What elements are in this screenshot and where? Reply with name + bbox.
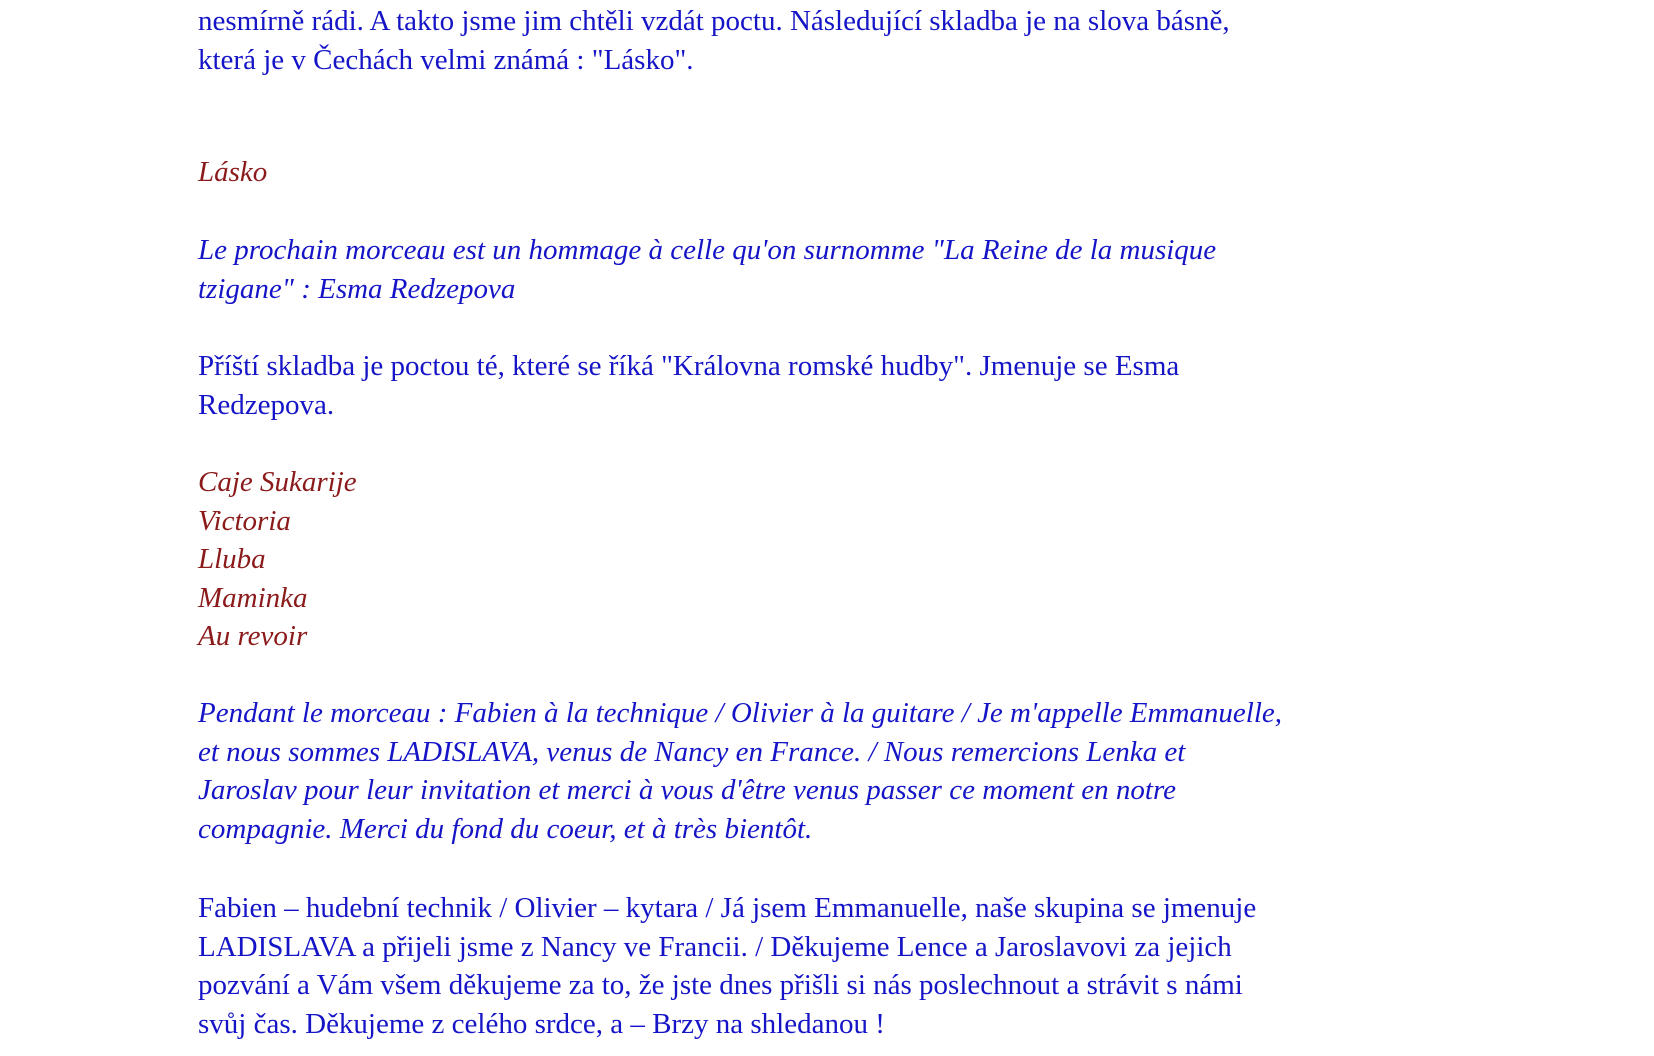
intro-paragraph <box>198 2 1230 79</box>
song-title: Caje Sukarije <box>198 466 357 498</box>
czech-esma-line: Redzepova. <box>198 388 335 421</box>
french-closing-paragraph <box>198 694 1282 848</box>
french-closing-line: Jaroslav pour leur invitation et merci à vous d'être venus passer ce moment en notre <box>198 774 1177 806</box>
song-title: Lluba <box>198 543 266 575</box>
czech-closing-line: pozvání a Vám všem děkujeme za to, že jste dnes přišli si nás poslechnout a strávit s námi <box>198 969 1243 1001</box>
czech-esma-paragraph <box>198 347 1179 424</box>
czech-closing-paragraph <box>198 889 1256 1043</box>
french-closing-line: compagnie. Merci du fond du coeur, et à très bientôt. <box>198 812 813 845</box>
song-title: Victoria <box>198 504 291 537</box>
czech-closing-line: svůj čas. Děkujeme z celého srdce, a – Brzy na shledanou ! <box>198 1007 885 1040</box>
song-title-lasko: Lásko <box>198 156 268 188</box>
czech-esma-line: Příští skladba je poctou té, které se říká "Královna romské hudby". Jmenuje se Esma <box>198 350 1180 382</box>
french-esma-line: tzigane" : Esma Redzepova <box>198 272 516 305</box>
french-closing-line: et nous sommes LADISLAVA, venus de Nancy en France. / Nous remercions Lenka et <box>198 735 1186 768</box>
intro-line: která je v Čechách velmi známá : "Lásko". <box>198 43 694 76</box>
song-title: Maminka <box>198 581 308 614</box>
czech-closing-line: Fabien – hudební technik / Olivier – kytara / Já jsem Emmanuelle, naše skupina se jmenuje <box>198 892 1257 924</box>
french-closing-line: Pendant le morceau : Fabien à la technique / Olivier à la guitare / Je m'appelle Emmanuelle, <box>198 697 1283 729</box>
song-title: Au revoir <box>198 620 308 652</box>
czech-closing-line: LADISLAVA a přijeli jsme z Nancy ve Francii. / Děkujeme Lence a Jaroslavovi za jejich <box>198 930 1232 963</box>
intro-line: nesmírně rádi. A takto jsme jim chtěli vzdát poctu. Následující skladba je na slova básně, <box>198 5 1230 37</box>
french-esma-line: Le prochain morceau est un hommage à celle qu'on surnomme "La Reine de la musique <box>198 234 1217 266</box>
song-list <box>198 463 357 656</box>
french-esma-paragraph <box>198 231 1216 308</box>
